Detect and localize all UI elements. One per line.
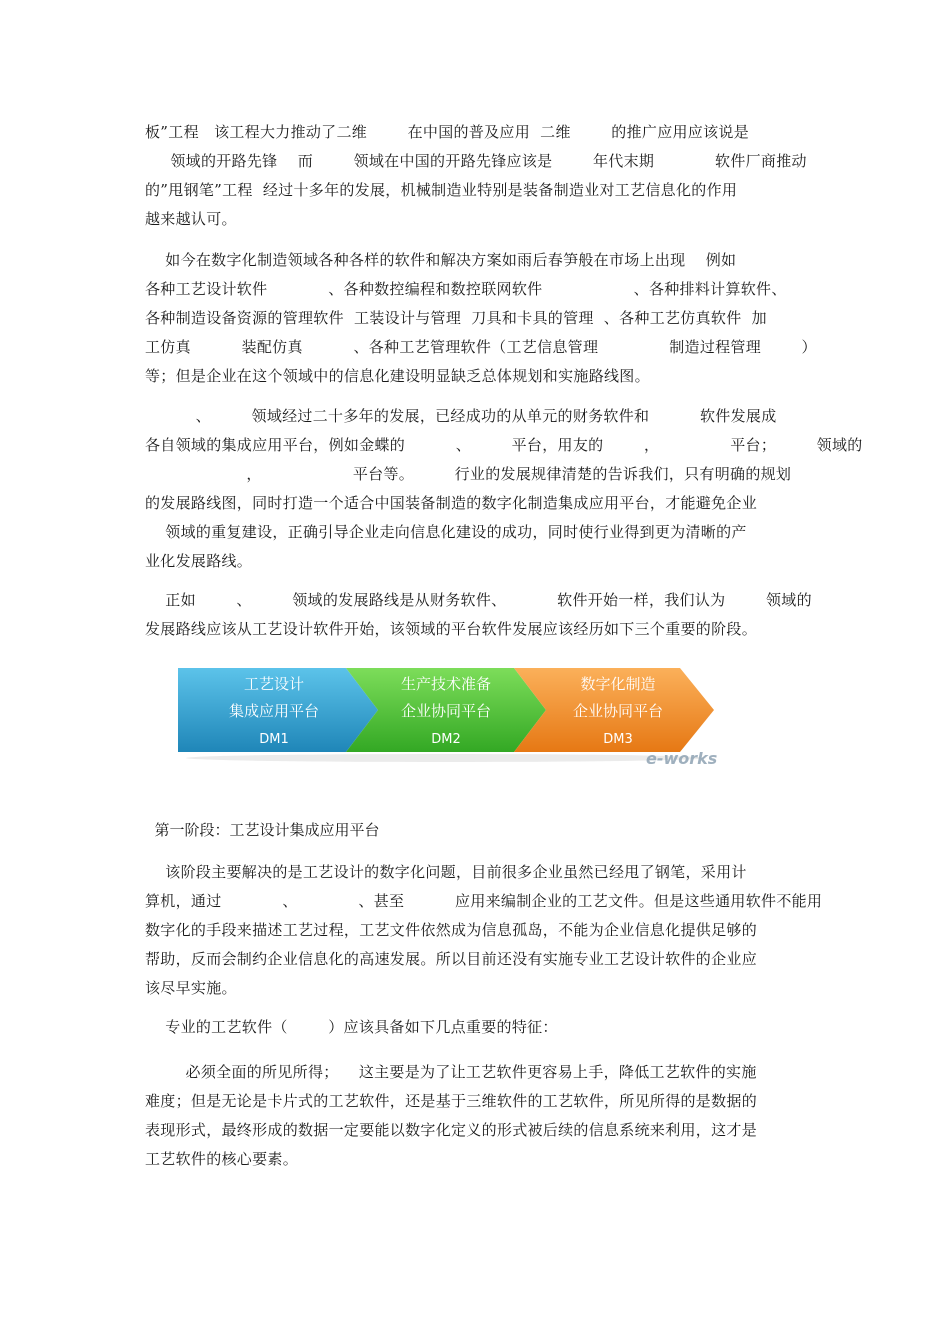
text-line: 领域的重复建设，正确引导企业走向信息化建设的成功，同时使行业得到更为清晰的产 [145,523,747,541]
text-line: 各种制造设备资源的管理软件 工装设计与管理 刀具和卡具的管理 、各种工艺仿真软件 加 [145,309,767,327]
text-line: 帮助，反而会制约企业信息化的高速发展。所以目前还没有实施专业工艺设计软件的企业应 [145,950,758,968]
text-line: 的”甩钢笔”工程 经过十多年的发展，机械制造业特别是装备制造业对工艺信息化的作用 [145,181,738,199]
text-line: 、 领域经过二十多年的发展，已经成功的从单元的财务软件和 软件发展成 [145,407,777,425]
eworks-logo: e-works [646,749,718,768]
stage-dm2-line1: 生产技术准备 [400,675,492,693]
paragraph-history [145,402,863,576]
text-line: 越来越认可。 [145,210,237,228]
text-line: 专业的工艺软件（ ）应该具备如下几点重要的特征： [145,1018,558,1036]
text-line: 的发展路线图，同时打造一个适合中国装备制造的数字化制造集成应用平台，才能避免企业 [145,494,758,512]
paragraph-feature-1 [145,1058,810,1174]
text-line: 等；但是企业在这个领域中的信息化建设明显缺乏总体规划和实施路线图。 [145,367,650,385]
text-line: 如今在数字化制造领域各种各样的软件和解决方案如雨后春笋般在市场上出现 例如 [145,251,737,269]
text-line: 难度；但是无论是卡片式的工艺软件，还是基于三维软件的工艺软件，所见所得的是数据的 [145,1092,758,1110]
stage1-heading: 第一阶段：工艺设计集成应用平台 [145,821,380,839]
text-line: 发展路线应该从工艺设计软件开始，该领域的平台软件发展应该经历如下三个重要的阶段。 [145,620,758,638]
text-line: ， 平台等。 行业的发展规律清楚的告诉我们，只有明确的规划 [145,465,792,483]
text-line: 该尽早实施。 [145,979,237,997]
stage-dm3-code: DM3 [603,732,633,747]
text-line: 该阶段主要解决的是工艺设计的数字化问题，目前很多企业虽然已经甩了钢笔，采用计 [145,863,747,881]
text-line: 必须全面的所见所得； 这主要是为了让工艺软件更容易上手，降低工艺软件的实施 [145,1063,757,1081]
paragraph-stage1-desc [145,858,823,1003]
text-line: 数字化的手段来描述工艺过程，工艺文件依然成为信息孤岛，不能为企业信息化提供足够的 [145,921,758,939]
stage-dm1 [178,668,378,752]
text-line: 工艺软件的核心要素。 [145,1150,299,1168]
paragraph-features-intro [145,1013,810,1042]
text-line: 各种工艺设计软件 、各种数控编程和数控联网软件 、各种排料计算软件、 [145,280,787,298]
paragraph-intro [145,118,810,234]
stage-dm2-line2: 企业协同平台 [400,702,492,720]
stage-dm1-line2: 集成应用平台 [228,702,320,720]
text-line: 算机，通过 、 、甚至 应用来编制企业的工艺文件。但是这些通用软件不能用 [145,892,823,910]
text-line: 各自领域的集成应用平台，例如金蝶的 、 平台，用友的 ， 平台； 领域的 [145,436,863,454]
stage-dm1-code: DM1 [259,732,289,747]
text-line: 领域的开路先锋 而 领域在中国的开路先锋应该是 年代末期 软件厂商推动 [145,152,807,170]
stage-dm3-line1: 数字化制造 [580,675,656,693]
stage-roadmap-diagram [178,666,718,776]
text-line: 工仿真 装配仿真 、各种工艺管理软件（工艺信息管理 制造过程管理 ） [145,338,817,356]
stage-dm3-line2: 企业协同平台 [572,702,664,720]
paragraph-route [145,586,810,644]
text-line: 正如 、 领域的发展路线是从财务软件、 软件开始一样，我们认为 领域的 [145,591,812,609]
diagram-shadow [186,754,706,762]
stage-dm1-line1: 工艺设计 [243,675,305,693]
text-line: 板”工程 该工程大力推动了二维 在中国的普及应用 二维 的推广应用应该说是 [145,123,750,141]
text-line: 表现形式，最终形成的数据一定要能以数字化定义的形式被后续的信息系统来利用，这才是 [145,1121,758,1139]
stage-dm2-code: DM2 [431,732,461,747]
paragraph-market [145,246,817,391]
text-line: 业化发展路线。 [145,552,253,570]
